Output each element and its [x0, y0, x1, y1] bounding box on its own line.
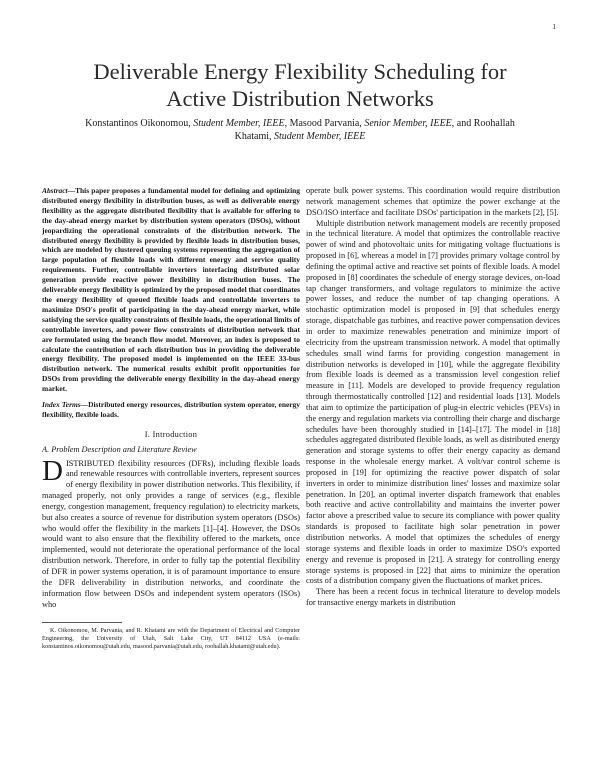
paper-title: [40, 58, 560, 112]
author-list: [50, 117, 550, 143]
left-column: [42, 186, 300, 650]
author-role-1: Student Member, IEEE: [193, 118, 285, 129]
abstract-text: —This paper proposes a fundamental model for defining and optimizing distributed energy flexibility in distribution buses, as well as deliverable energy flexibility as the aggregate distributed flexibility that is available for offering to the day-ahead energy market by distribution system operators (DSOs), without jeopardizing the operational constraints of the distribution network. The distributed energy flexibility is provided by flexible loads in distribution buses, which are modeled by clustered queuing systems representing the aggregation of large population of flexible loads with different energy and service quality requirements. Further, controllable inverters interfacing distributed solar generation provide reactive power flexibility in distribution buses. The deliverable energy flexibility is optimized by the proposed model that coordinates the energy flexibility of queued flexible loads and controllable inverters to maximize DSO's profit of participating in the day-ahead energy market, while satisfying the service quality constraints of flexible loads, the operational limits of controllable inverters, and power flow constraints of distribution network that are formulated using the branch flow model. Moreover, an index is proposed to calculate the contribution of each distribution bus in providing the deliverable energy flexibility. The proposed model is implemented on the IEEE 33-bus distribution network. The numerical results exhibit profit opportunities for DSOs from providing the deliverable energy flexibility in the day-ahead energy market.: [42, 186, 300, 394]
page-number: 1: [552, 22, 556, 31]
intro-paragraph-text: ISTRIBUTED flexibility resources (DFRs), including flexible loads and renewable resources with controllable inverters, represent sources of energy flexibility in power distribution networks. This flexibility, if managed properly, not only provides a range of services (e.g., flexible energy, congestion management, frequency regulation) to electricity markets, but also creates a source of revenue for distribution system operators (DSOs) who would offer the flexibility in the markets [1]–[4]. However, the DSOs would want to also ensure that the flexibility offered to the markets, once implemented, would not deteriorate the operational performance of the local distribution network. Therefore, in order to fully tap the potential flexibility of DFR in power systems operation, it is of paramount importance to ensure the DFR deliverability in distribution networks, and coordinate the information flow between DSOs and independent system operators (ISOs) who: [42, 458, 300, 609]
abstract: [42, 186, 300, 394]
body-paragraph-1: operate bulk power systems. This coordination would require distribution network management schemes that optimize the power exchange at the DSO/ISO interface and facilitate DSOs' participation in the markets [2], [5].: [306, 186, 560, 217]
author-name-3-cont: Khatami,: [234, 131, 275, 142]
author-line-2: [50, 130, 550, 143]
drop-cap: D: [42, 454, 63, 487]
author-name-1: Konstantinos Oikonomou,: [85, 118, 194, 129]
title-line-1: Deliverable Energy Flexibility Scheduling for: [93, 59, 507, 84]
index-terms-label: Index Terms: [42, 400, 81, 410]
index-terms: [42, 400, 300, 420]
author-name-2: , Masood Parvania,: [284, 118, 365, 129]
author-name-3: , and Roohallah: [451, 118, 515, 129]
title-line-2: Active Distribution Networks: [166, 86, 434, 111]
body-paragraph-2: Multiple distribution network management models are recently proposed in the technical literature. A model that optimizes the controllable reactive power of wind and photovoltaic units for mitigating voltage fluctuations is proposed in [6], whereas a model in [7] provides primary voltage control by defining the optimal active and reactive set points of flexible loads. A model proposed in [8] coordinates the schedule of energy storage devices, on-load tap changer transformers, and voltage regulators to minimize the active power losses, and reduce the number of tap changing operations. A stochastic optimization model is proposed in [9] that schedules energy storage, dispatchable gas turbines, and reactive power compensation devices in order to maximize renewables penetration and minimize import of electricity from the upstream transmission network. A model that optimally schedules small wind farms for providing congestion management in distribution networks is developed in [10], while the aggregate flexibility from flexible loads is deemed as a transmission level congestion relief measure in [11]. Models are developed to provide frequency regulation through thermostatically controlled [12] and residential loads [13]. Models that aim to optimize the participation of plug-in electric vehicles (PEVs) in the energy and regulation markets via controlling their charge and discharge schedules have been thoroughly studied in [14]–[17]. The model in [18] schedules aggregated distributed flexible loads, as well as distributed energy generation and storage systems to offer their energy capacity as demand response in the wholesale energy market. A volt/var control scheme is proposed in [19] for optimizing the reactive power dispatch of solar inverters in order to minimize distribution lines' losses and maximize solar penetration. In [20], an optimal inverter dispatch framework that enables both reactive and active controllability and maintains the inverter power factor above a prescribed value to secure its compliance with power quality standards is proposed to facilitate high solar penetration in power distribution networks. A model that optimizes the schedules of energy storage systems and flexible loads in order to maximize DSO's exported energy and revenue is proposed in [21]. A strategy for controlling energy storage systems is proposed in [22] that aims to minimize the operation costs of a distribution company given the fluctuations of market prices.: [306, 218, 560, 586]
right-column: [306, 186, 560, 609]
author-line-1: [50, 117, 550, 130]
author-role-3: Student Member, IEEE: [274, 131, 366, 142]
subsection-heading: A. Problem Description and Literature Review: [42, 444, 197, 454]
index-terms-text: —Distributed energy resources, distribution system operator, energy flexibility, flexible loads.: [42, 400, 300, 419]
intro-paragraph: [42, 454, 300, 611]
author-affiliation-footnote: K. Oikonomou, M. Parvania, and R. Khatami are with the Department of Electrical and Computer Engineering, the University of Utah, Salt Lake City, UT 84112 USA (e-mails: konstantinos.oikonomou@utah.edu, masood.parvania@utah.edu, roohallah.khatami@utah.edu).: [42, 627, 300, 650]
body-paragraph-3: There has been a recent focus in technical literature to develop models for transactive energy markets in distribution: [306, 587, 560, 608]
footnote-rule: [42, 622, 122, 623]
author-role-2: Senior Member, IEEE: [364, 118, 452, 129]
abstract-label: Abstract: [42, 186, 68, 195]
section-heading: I. Introduction: [144, 429, 198, 439]
